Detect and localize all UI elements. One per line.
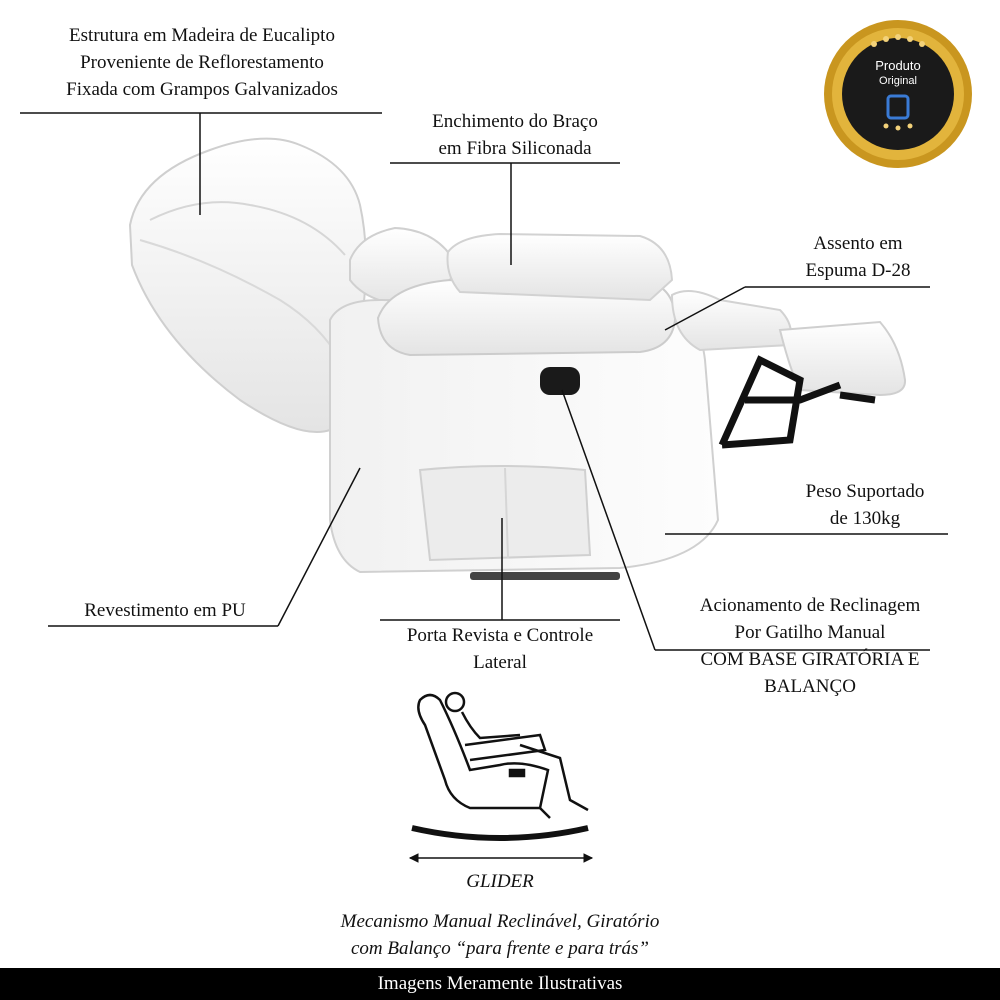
callout-pocket: Porta Revista e Controle Lateral — [406, 625, 594, 673]
callout-mechanism: Acionamento de Reclinagem Por Gatilho Manual COM BASE GIRATÓRIA E BALANÇO — [699, 595, 921, 697]
callout-upholstery: Revestimento em PU — [84, 600, 246, 621]
seal-text-product: Produto — [875, 58, 921, 73]
seal-text-original: Original — [879, 75, 917, 87]
glider-description: Mecanismo Manual Reclinável, Giratório com Balanço “para frente e para trás” — [340, 911, 660, 959]
callout-seat-foam: Assento em Espuma D-28 — [805, 233, 911, 281]
footer-disclaimer: Imagens Meramente Ilustrativas — [0, 968, 1000, 1000]
callout-arm-filling: Enchimento do Braço em Fibra Siliconada — [432, 111, 598, 159]
recline-lever — [540, 367, 580, 395]
swivel-base — [470, 572, 620, 580]
glider-icon — [410, 693, 592, 862]
callout-weight: Peso Suportado de 130kg — [805, 481, 925, 529]
glider-title: GLIDER — [466, 871, 534, 892]
original-product-seal — [822, 18, 974, 170]
callout-frame: Estrutura em Madeira de Eucalipto Proveniente de Reflorestamento Fixada com Grampos Galvanizados — [66, 25, 338, 100]
